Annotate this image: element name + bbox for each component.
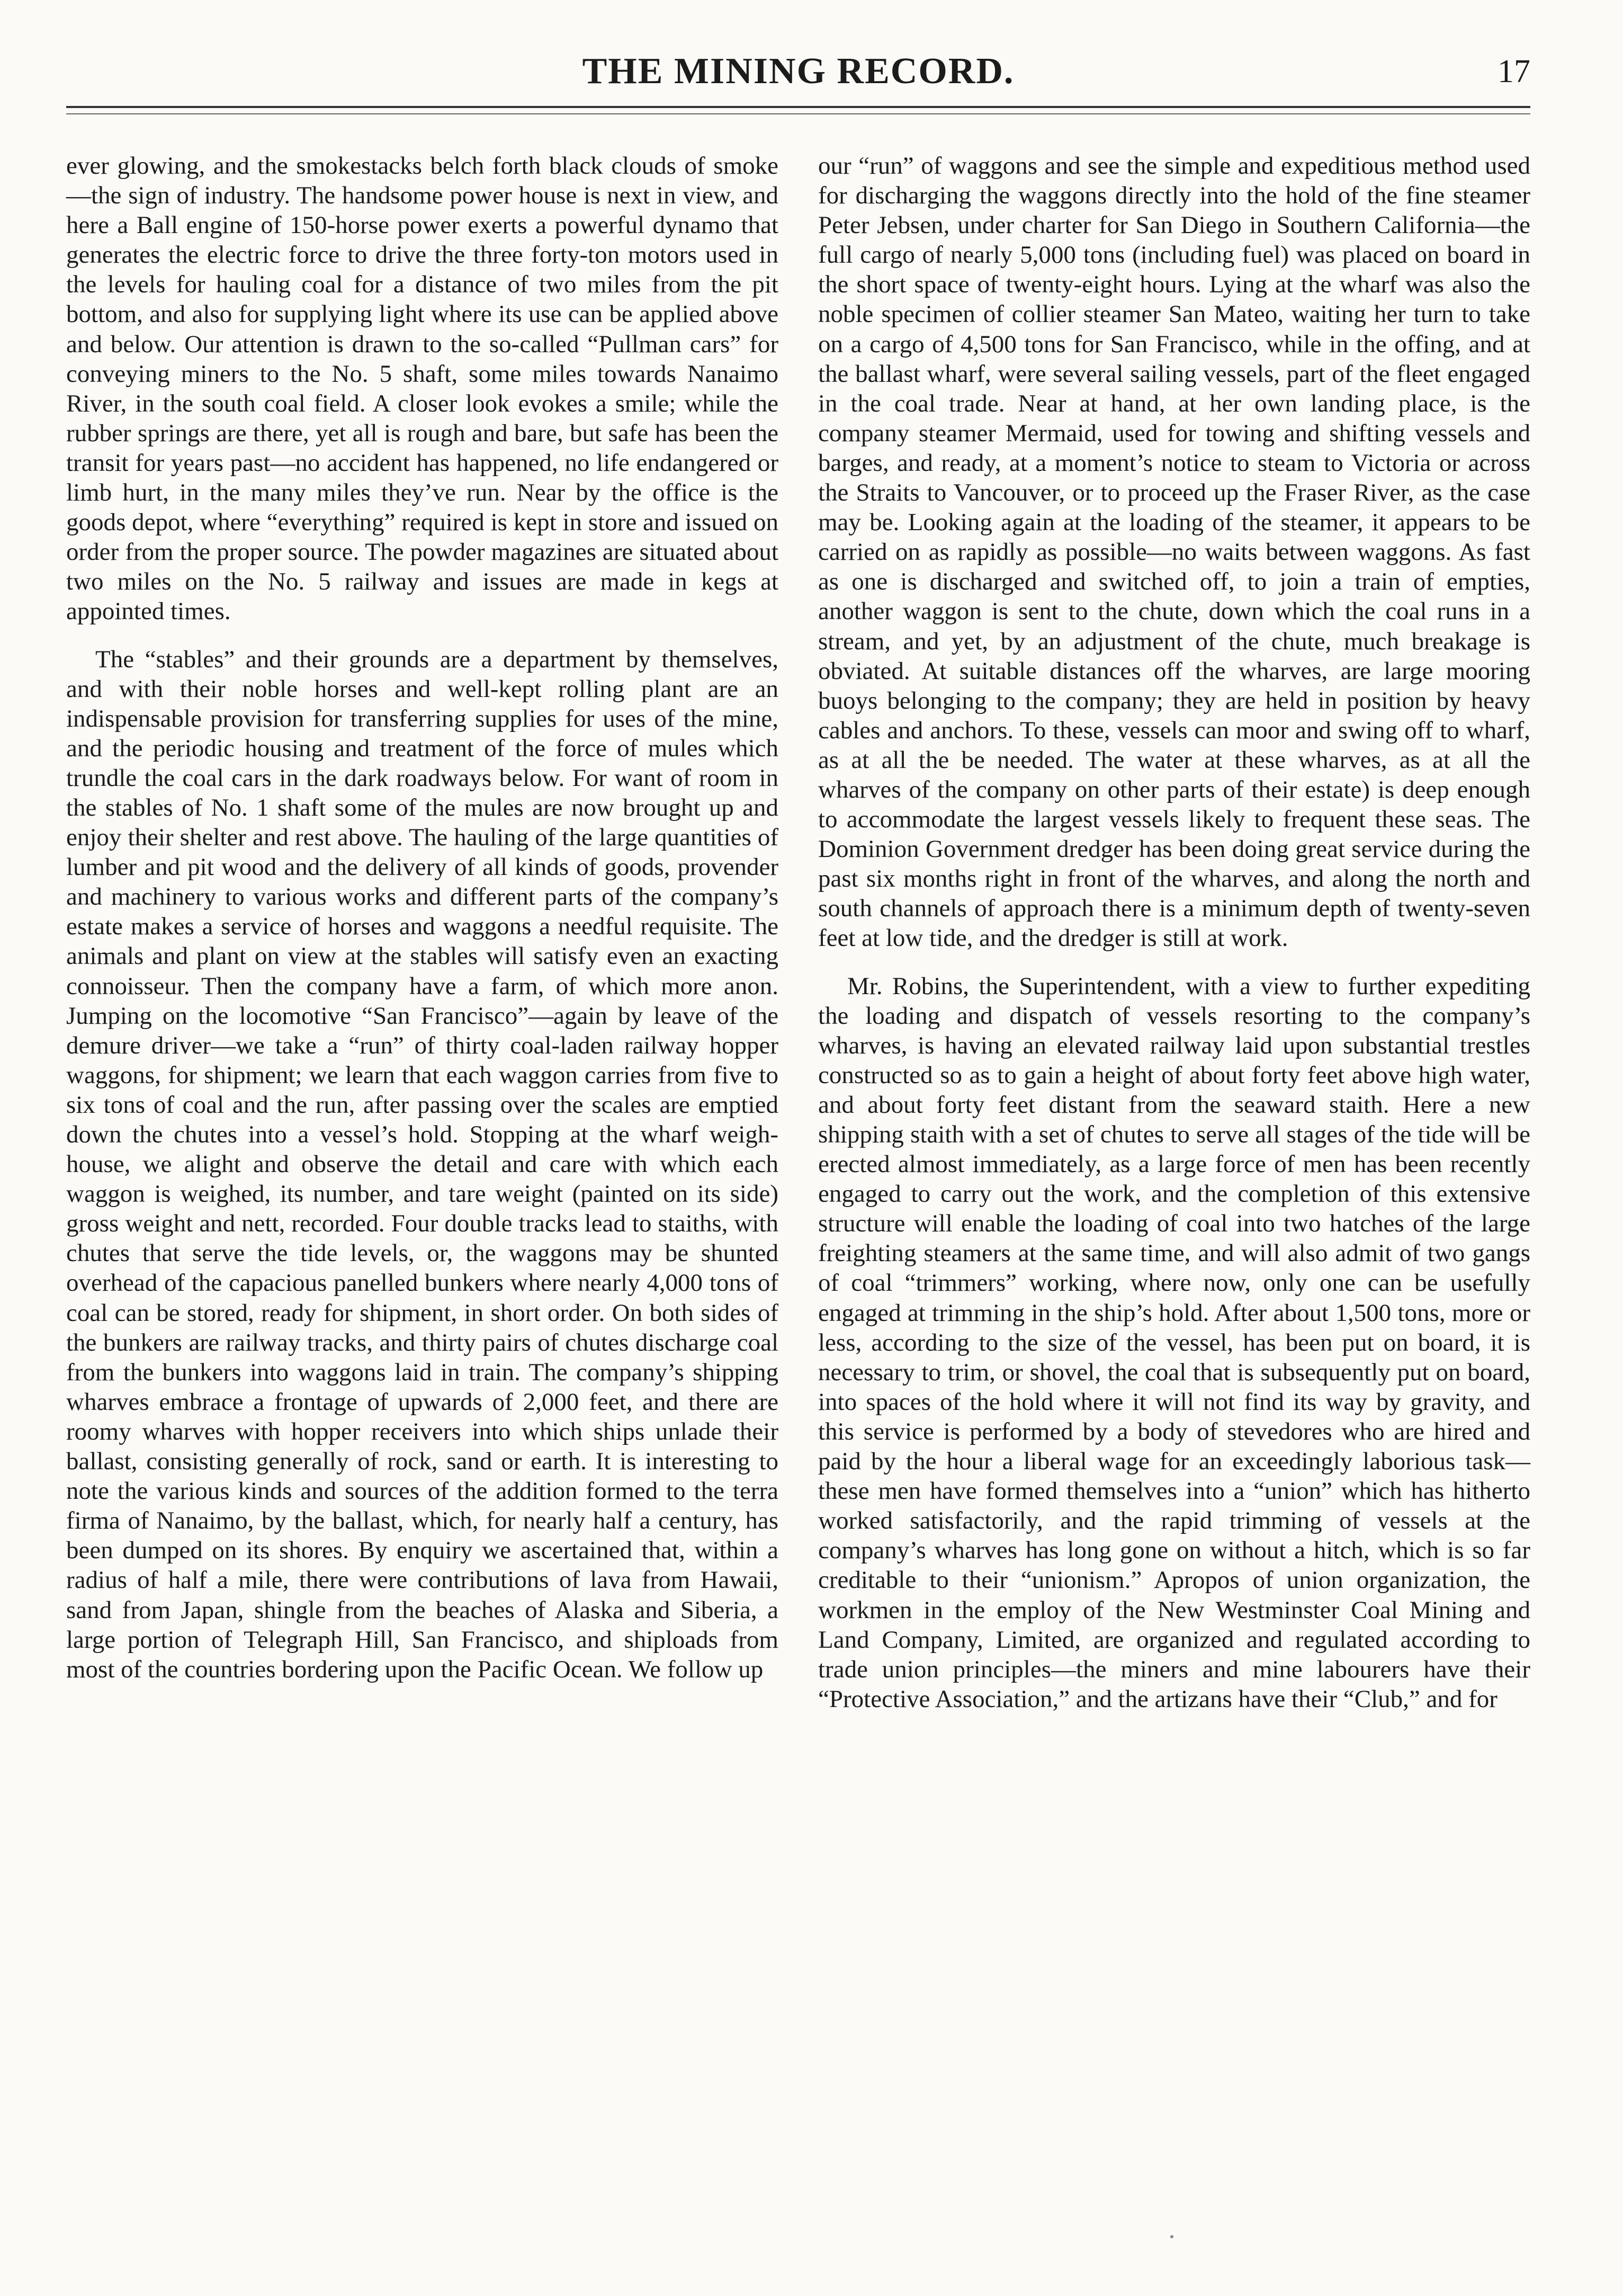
publication-title: THE MINING RECORD.: [582, 51, 1015, 92]
paragraph: our “run” of waggons and see the simple and expeditious method used for discharging the waggons directly into the hold of the fine steamer Peter Jebsen, under charter for San Diego in Southern California—the full cargo of nearly 5,000 tons (including fuel) was placed on board in the short space of twenty-eight hours. Lying at the wharf was also the noble specimen of collier steamer San Mateo, waiting her turn to take on a cargo of 4,500 tons for San Francisco, while in the offing, and at the ballast wharf, were several sailing vessels, part of the fleet engaged in the coal trade. Near at hand, at her own landing place, is the company steamer Mermaid, used for towing and shifting vessels and barges, and ready, at a moment’s notice to steam to Victoria or across the Straits to Vancouver, or to proceed up the Fraser River, as the case may be. Looking again at the loading of the steamer, it appears to be carried on as rapidly as possible—no waits between waggons. As fast as one is discharged and switched off, to join a train of empties, another waggon is sent to the chute, down which the coal runs in a stream, and yet, by an adjustment of the chute, much breakage is obviated. At suitable distances off the wharves, are large mooring buoys belonging to the company; they are held in position by heavy cables and anchors. To these, vessels can moor and swing off to wharf, as at all the be needed. The water at these wharves, as at all the wharves of the company on other parts of their estate) is deep enough to accommodate the largest vessels likely to frequent these seas. The Dominion Government dredger has been doing great service during the past six months right in front of the wharves, and along the north and south channels of approach there is a minimum depth of twenty-seven feet at low tide, and the dredger is still at work.: [818, 152, 1530, 952]
right-column: [818, 151, 1530, 1714]
paragraph: Mr. Robins, the Superintendent, with a view to further expediting the loading and dispatch of vessels resorting to the company’s wharves, is having an elevated railway laid upon substantial trestles constructed so as to gain a height of about forty feet above high water, and about forty feet distant from the seaward staith. Here a new shipping staith with a set of chutes to serve all stages of the tide will be erected almost immediately, as a large force of men has been recently engaged to carry out the work, and the completion of this extensive structure will enable the loading of coal into two hatches of the large freighting steamers at the same time, and will also admit of two gangs of coal “trimmers” working, where now, only one can be usefully engaged at trimming in the ship’s hold. After about 1,500 tons, more or less, according to the size of the vessel, has been put on board, it is necessary to trim, or shovel, the coal that is subsequently put on board, into spaces of the hold where it will not find its way by gravity, and this service is performed by a body of stevedores who are hired and paid by the hour a liberal wage for an exceedingly laborious task—these men have formed themselves into a “union” which has hitherto worked satisfactorily, and the rapid trimming of vessels at the company’s wharves has long gone on without a hitch, which is so far creditable to their “unionism.” Apropos of union organization, the workmen in the employ of the New Westminster Coal Mining and Land Company, Limited, are organized and regulated according to trade union principles—the miners and mine labourers have their “Protective Association,” and the artizans have their “Club,” and for: [818, 972, 1530, 1713]
left-column: [66, 151, 778, 1684]
print-speck: [1170, 2235, 1173, 2238]
page-number: 17: [1498, 53, 1530, 90]
paragraph: ever glowing, and the smokestacks belch forth black clouds of smoke—the sign of industry. The handsome power house is next in view, and here a Ball engine of 150-horse power exerts a powerful dynamo that generates the electric force to drive the three forty-ton motors used in the levels for hauling coal for a distance of two miles from the pit bottom, and also for supplying light where its use can be applied above and below. Our attention is drawn to the so-called “Pullman cars” for conveying miners to the No. 5 shaft, some miles towards Nanaimo River, in the south coal field. A closer look evokes a smile; while the rubber springs are there, yet all is rough and bare, but safe has been the transit for years past—no accident has happened, no life endangered or limb hurt, in the many miles they’ve run. Near by the office is the goods depot, where “everything” required is kept in store and issued on order from the proper source. The powder magazines are situated about two miles on the No. 5 railway and issues are made in kegs at appointed times.: [66, 152, 778, 626]
header-rule: [66, 106, 1530, 114]
page-header: [66, 42, 1530, 101]
paragraph: The “stables” and their grounds are a department by themselves, and with their noble horses and well-kept rolling plant are an indispensable provision for transferring supplies for uses of the mine, and the periodic housing and treatment of the force of mules which trundle the coal cars in the dark roadways below. For want of room in the stables of No. 1 shaft some of the mules are now brought up and enjoy their shelter and rest above. The hauling of the large quantities of lumber and pit wood and the delivery of all kinds of goods, provender and machinery to various works and different parts of the company’s estate makes a service of horses and waggons a needful requisite. The animals and plant on view at the stables will satisfy even an exacting connoisseur. Then the company have a farm, of which more anon. Jumping on the locomotive “San Francisco”—again by leave of the demure driver—we take a “run” of thirty coal-laden railway hopper waggons, for shipment; we learn that each waggon carries from five to six tons of coal and the run, after passing over the scales are emptied down the chutes into a vessel’s hold. Stopping at the wharf weigh-house, we alight and observe the detail and care with which each waggon is weighed, its number, and tare weight (painted on its side) gross weight and nett, recorded. Four double tracks lead to staiths, with chutes that serve the tide levels, or, the waggons may be shunted overhead of the capacious panelled bunkers where nearly 4,000 tons of coal can be stored, ready for shipment, in short order. On both sides of the bunkers are railway tracks, and thirty pairs of chutes discharge coal from the bunkers into waggons laid in train. The company’s shipping wharves embrace a frontage of upwards of 2,000 feet, and there are roomy wharves with hopper receivers into which ships unlade their ballast, consisting generally of rock, sand or earth. It is interesting to note the various kinds and sources of the addition formed to the terra firma of Nanaimo, by the ballast, which, for nearly half a century, has been dumped on its shores. By enquiry we ascertained that, within a radius of half a mile, there were contributions of lava from Hawaii, sand from Japan, shingle from the beaches of Alaska and Siberia, a large portion of Telegraph Hill, San Francisco, and shiploads from most of the countries bordering upon the Pacific Ocean. We follow up: [66, 645, 778, 1683]
